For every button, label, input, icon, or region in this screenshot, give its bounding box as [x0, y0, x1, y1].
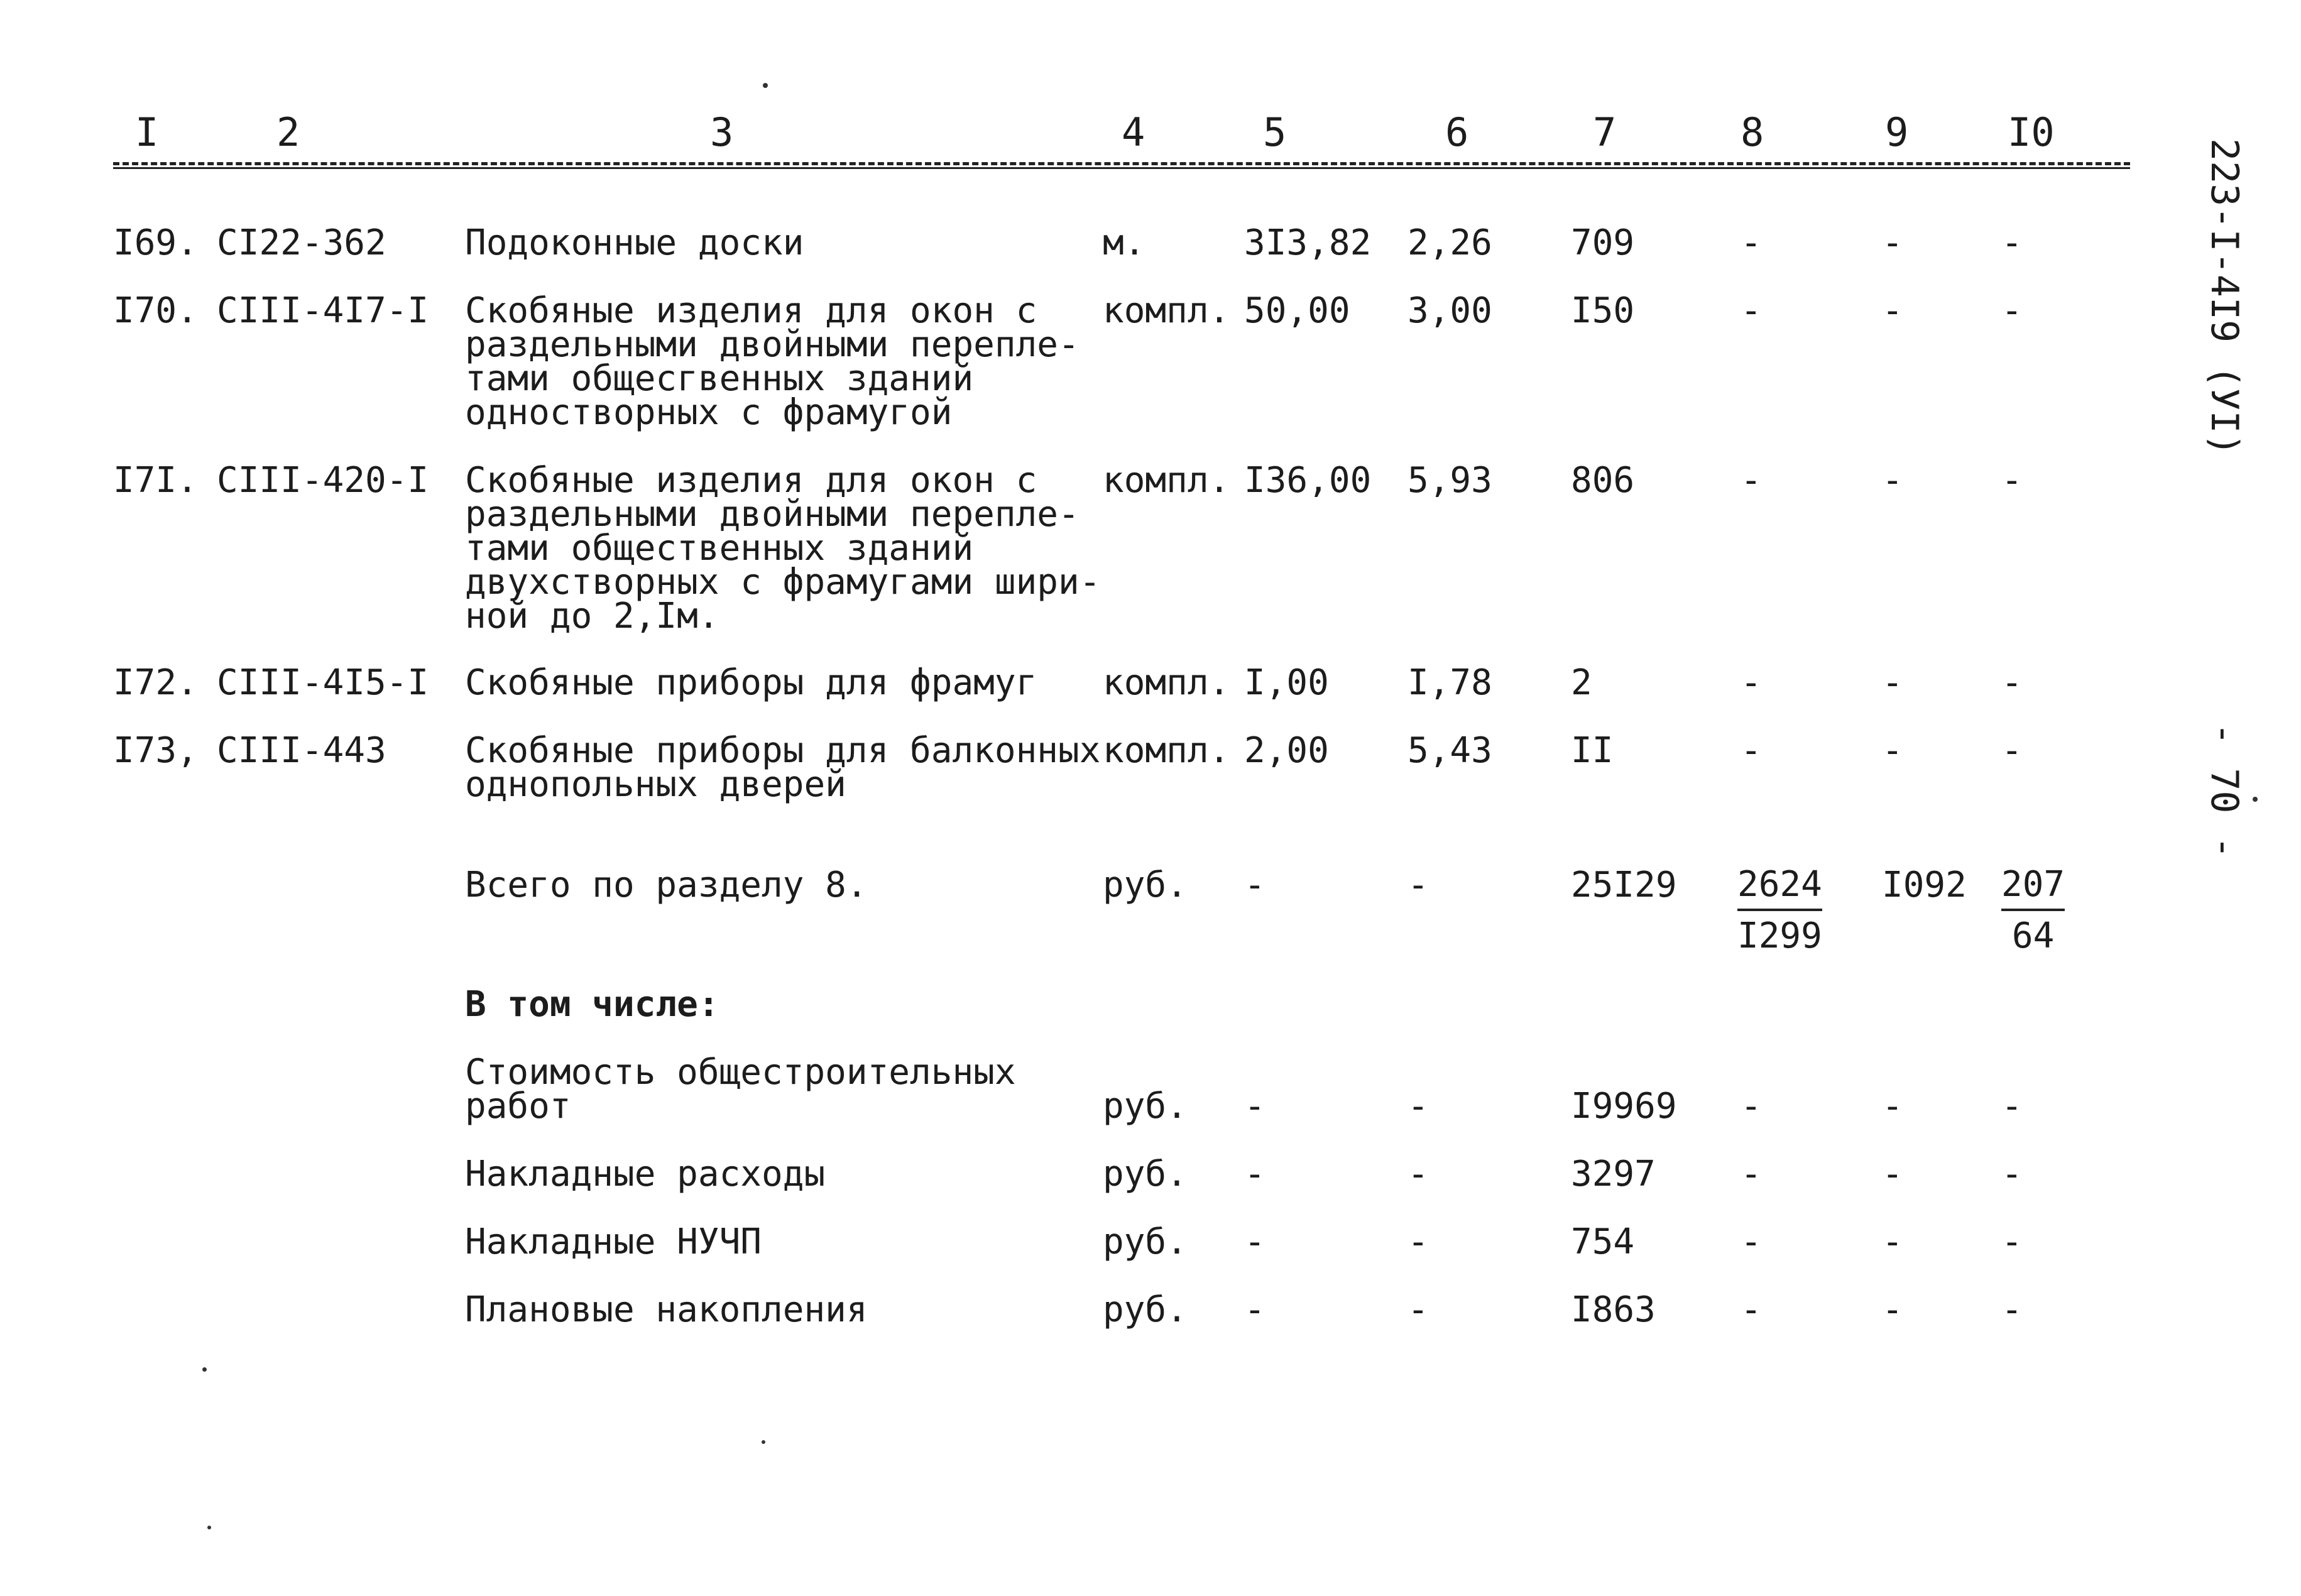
- row-description: Скобяные приборы для фрамуг: [465, 662, 1037, 703]
- row-col9: -: [1882, 290, 1903, 331]
- sub-unit: руб.: [1103, 1222, 1188, 1262]
- row-description: Скобяные изделия для окон с раздельными двойными перепле- тами общественных зданий двухстворных с фрамугами шири- ной до 2,Iм.: [465, 460, 1101, 637]
- col-header-8: 8: [1741, 109, 1764, 155]
- scan-speck: [763, 83, 768, 88]
- total-col8-denominator: I299: [1737, 916, 1822, 956]
- row-code: CIII-420-I: [217, 460, 429, 501]
- header-divider: [113, 162, 2130, 165]
- row-col6: 3,00: [1407, 290, 1492, 331]
- total-col6: -: [1407, 865, 1429, 905]
- sub-col10: -: [2001, 1289, 2023, 1330]
- sub-col9: -: [1882, 1154, 1903, 1194]
- row-code: CIII-4I5-I: [217, 662, 429, 703]
- row-col7: 2: [1571, 662, 1592, 703]
- row-col6: 5,43: [1407, 730, 1492, 771]
- row-col8: -: [1741, 460, 1762, 501]
- row-col6: 5,93: [1407, 460, 1492, 501]
- sub-description: Накладные расходы: [465, 1154, 826, 1194]
- sub-col10: -: [2001, 1086, 2023, 1127]
- sub-col5: -: [1244, 1289, 1265, 1330]
- row-col9: -: [1882, 662, 1903, 703]
- sub-unit: руб.: [1103, 1154, 1188, 1194]
- sub-description: Накладные НУЧП: [465, 1222, 762, 1262]
- sub-unit: руб.: [1103, 1086, 1188, 1127]
- row-number: I69.: [113, 222, 198, 263]
- sub-col7: I9969: [1571, 1086, 1677, 1127]
- row-col10: -: [2001, 290, 2023, 331]
- sub-col6: -: [1407, 1222, 1429, 1262]
- row-col10: -: [2001, 460, 2023, 501]
- col-header-9: 9: [1885, 109, 1909, 155]
- sub-col9: -: [1882, 1086, 1903, 1127]
- row-col7: 806: [1571, 460, 1635, 501]
- row-unit: м.: [1103, 222, 1145, 263]
- row-col7: I50: [1571, 290, 1635, 331]
- row-col5: 3I3,82: [1244, 222, 1372, 263]
- sub-col7: 754: [1571, 1222, 1635, 1262]
- document-code: 223-I-4I9 (УI): [2202, 138, 2246, 456]
- sub-col10: -: [2001, 1154, 2023, 1194]
- row-col8: -: [1741, 222, 1762, 263]
- sub-unit: руб.: [1103, 1289, 1188, 1330]
- col-header-7: 7: [1593, 109, 1617, 155]
- total-col10-denominator: 64: [2011, 916, 2055, 956]
- scan-speck: [202, 1367, 207, 1372]
- sub-col5: -: [1244, 1154, 1265, 1194]
- sub-description: Плановые накопления: [465, 1289, 868, 1330]
- row-unit: компл.: [1103, 460, 1230, 501]
- row-number: I72.: [113, 662, 198, 703]
- scan-speck: [207, 1526, 211, 1529]
- row-col9: -: [1882, 222, 1903, 263]
- row-unit: компл.: [1103, 730, 1230, 771]
- sub-col9: -: [1882, 1222, 1903, 1262]
- row-col5: I,00: [1244, 662, 1329, 703]
- row-number: I73,: [113, 730, 198, 771]
- col-header-1: I: [135, 109, 159, 155]
- row-description: Скобяные приборы для балконных однопольных дверей: [465, 730, 1101, 805]
- total-unit: руб.: [1103, 865, 1188, 905]
- col-header-3: 3: [710, 109, 734, 155]
- scan-speck: [762, 1440, 765, 1444]
- row-col9: -: [1882, 730, 1903, 771]
- row-description: Скобяные изделия для окон с раздельными двойными перепле- тами общесгвенных зданий одностворных с фрамугой: [465, 290, 1079, 433]
- row-col10: -: [2001, 730, 2023, 771]
- sub-col7: I863: [1571, 1289, 1656, 1330]
- sub-col8: -: [1741, 1289, 1762, 1330]
- row-col10: -: [2001, 222, 2023, 263]
- col-header-2: 2: [276, 109, 300, 155]
- row-col9: -: [1882, 460, 1903, 501]
- sub-col9: -: [1882, 1289, 1903, 1330]
- total-col8-fraction: [1737, 864, 1822, 956]
- sub-col8: -: [1741, 1154, 1762, 1194]
- sub-col6: -: [1407, 1154, 1429, 1194]
- row-col8: -: [1741, 662, 1762, 703]
- total-col9: I092: [1882, 865, 1967, 905]
- sub-col6: -: [1407, 1086, 1429, 1127]
- row-col8: -: [1741, 730, 1762, 771]
- sub-col5: -: [1244, 1222, 1265, 1262]
- total-col5: -: [1244, 865, 1265, 905]
- row-col5: I36,00: [1244, 460, 1372, 501]
- row-col7: 709: [1571, 222, 1635, 263]
- row-description: Подоконные доски: [465, 222, 804, 263]
- total-col10-numerator: 207: [2001, 867, 2065, 911]
- row-number: I7I.: [113, 460, 198, 501]
- row-number: I70.: [113, 290, 198, 331]
- row-col5: 50,00: [1244, 290, 1350, 331]
- total-col7: 25I29: [1571, 865, 1677, 905]
- row-col10: -: [2001, 662, 2023, 703]
- row-code: CIII-443: [217, 730, 386, 771]
- row-col5: 2,00: [1244, 730, 1329, 771]
- scan-speck: [2253, 797, 2258, 802]
- sub-col5: -: [1244, 1086, 1265, 1127]
- row-code: CI22-362: [217, 222, 386, 263]
- sub-col8: -: [1741, 1086, 1762, 1127]
- total-label: Всего по разделу 8.: [465, 865, 868, 905]
- row-col8: -: [1741, 290, 1762, 331]
- total-col10-fraction: [2001, 864, 2065, 956]
- col-header-4: 4: [1122, 109, 1145, 155]
- header-divider-solid: [113, 167, 2130, 169]
- row-col6: I,78: [1407, 662, 1492, 703]
- row-code: CIII-4I7-I: [217, 290, 429, 331]
- col-header-5: 5: [1263, 109, 1287, 155]
- col-header-6: 6: [1445, 109, 1469, 155]
- sub-col8: -: [1741, 1222, 1762, 1262]
- col-header-10: I0: [2008, 109, 2055, 155]
- total-col8-numerator: 2624: [1737, 867, 1822, 911]
- row-col6: 2,26: [1407, 222, 1492, 263]
- row-unit: компл.: [1103, 662, 1230, 703]
- sub-description: Стоимость общестроительных работ: [465, 1052, 1016, 1127]
- row-col7: II: [1571, 730, 1614, 771]
- page-number: - 70 -: [2202, 723, 2246, 859]
- sub-col7: 3297: [1571, 1154, 1656, 1194]
- sub-col6: -: [1407, 1289, 1429, 1330]
- including-label: В том числе:: [465, 984, 719, 1025]
- row-unit: компл.: [1103, 290, 1230, 331]
- sub-col10: -: [2001, 1222, 2023, 1262]
